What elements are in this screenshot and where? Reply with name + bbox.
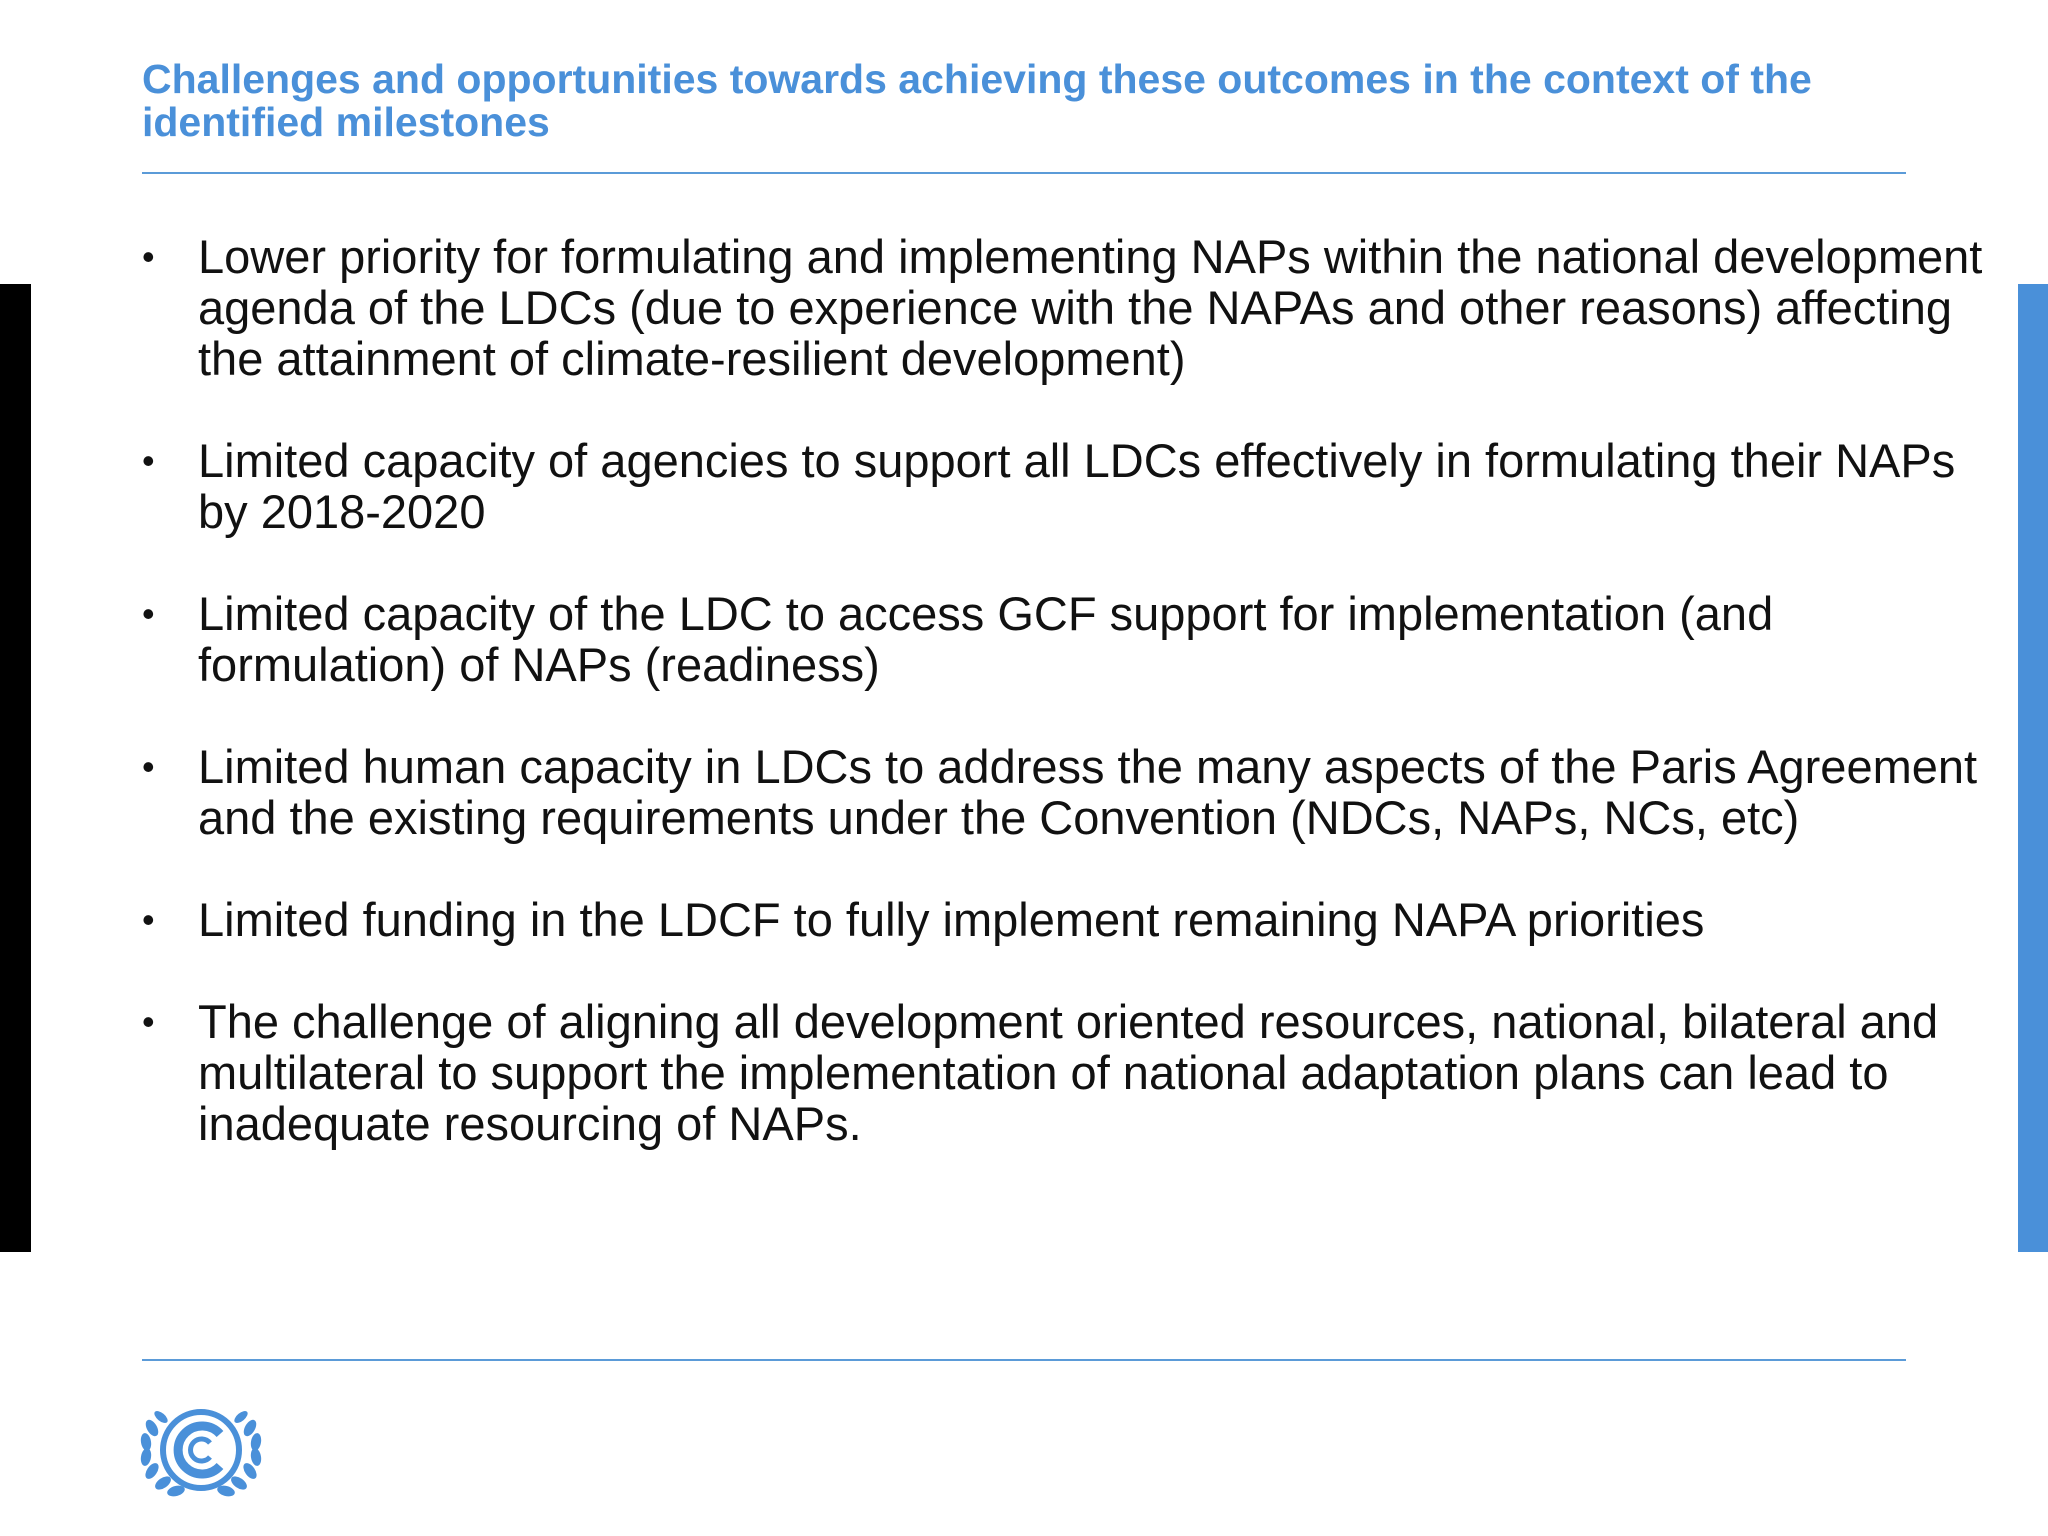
right-edge-bar — [2018, 284, 2048, 1252]
bullet-icon: • — [142, 593, 155, 634]
bullet-text: Limited funding in the LDCF to fully implement remaining NAPA priorities — [198, 893, 1705, 946]
bullet-icon: • — [142, 899, 155, 940]
bullet-item — [142, 231, 1992, 384]
slide-title: Challenges and opportunities towards achieving these outcomes in the context of the identified milestones — [142, 56, 1812, 145]
bullet-item — [142, 741, 1992, 843]
bullet-item — [142, 996, 1992, 1149]
bullet-icon: • — [142, 746, 155, 787]
bullet-item — [142, 588, 1992, 690]
bullet-icon: • — [142, 440, 155, 481]
bullet-text: The challenge of aligning all development oriented resources, national, bilateral and multilateral to support the implementation of national adaptation plans can lead to inadequate resourcing of NAPs. — [198, 995, 1939, 1150]
bullet-text: Limited capacity of agencies to support all LDCs effectively in formulating their NAPs by 2018-2020 — [198, 434, 1956, 538]
unfccc-logo-icon — [136, 1398, 266, 1502]
bullet-text: Limited capacity of the LDC to access GCF support for implementation (and formulation) of NAPs (readiness) — [198, 587, 1774, 691]
footer-divider — [142, 1359, 1906, 1361]
bullet-icon: • — [142, 1001, 155, 1042]
bullet-text: Lower priority for formulating and implementing NAPs within the national development agenda of the LDCs (due to experience with the NAPAs and other reasons) affecting the attainment of climate-resilient development) — [198, 230, 1983, 385]
bullet-list — [142, 231, 1992, 1200]
bullet-item — [142, 435, 1992, 537]
bullet-item — [142, 894, 1992, 945]
title-divider — [142, 172, 1906, 174]
bullet-text: Limited human capacity in LDCs to address the many aspects of the Paris Agreement and the existing requirements under the Convention (NDCs, NAPs, NCs, etc) — [198, 740, 1978, 844]
left-edge-bar — [0, 284, 31, 1252]
bullet-icon: • — [142, 236, 155, 277]
